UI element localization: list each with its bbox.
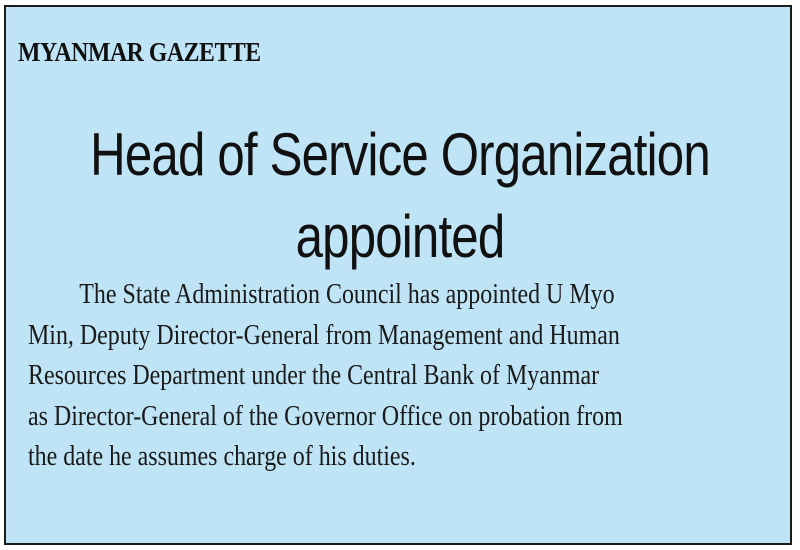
news-clipping: [4, 5, 792, 545]
body-line-4: as Director-General of the Governor Office on probation from: [28, 400, 623, 432]
publication-name: MYANMAR GAZETTE: [18, 37, 261, 67]
headline-line-2: appointed: [295, 203, 505, 270]
body-line-1: The State Administration Council has appointed U Myo: [79, 279, 615, 310]
article-body: [28, 275, 780, 478]
headline-line-1: Head of Service Organization: [90, 121, 710, 188]
headline: [77, 114, 723, 278]
body-line-2: Min, Deputy Director-General from Management and Human: [28, 319, 620, 351]
body-line-5: the date he assumes charge of his duties.: [28, 441, 416, 472]
body-line-3: Resources Department under the Central Bank of Myanmar: [28, 360, 600, 391]
